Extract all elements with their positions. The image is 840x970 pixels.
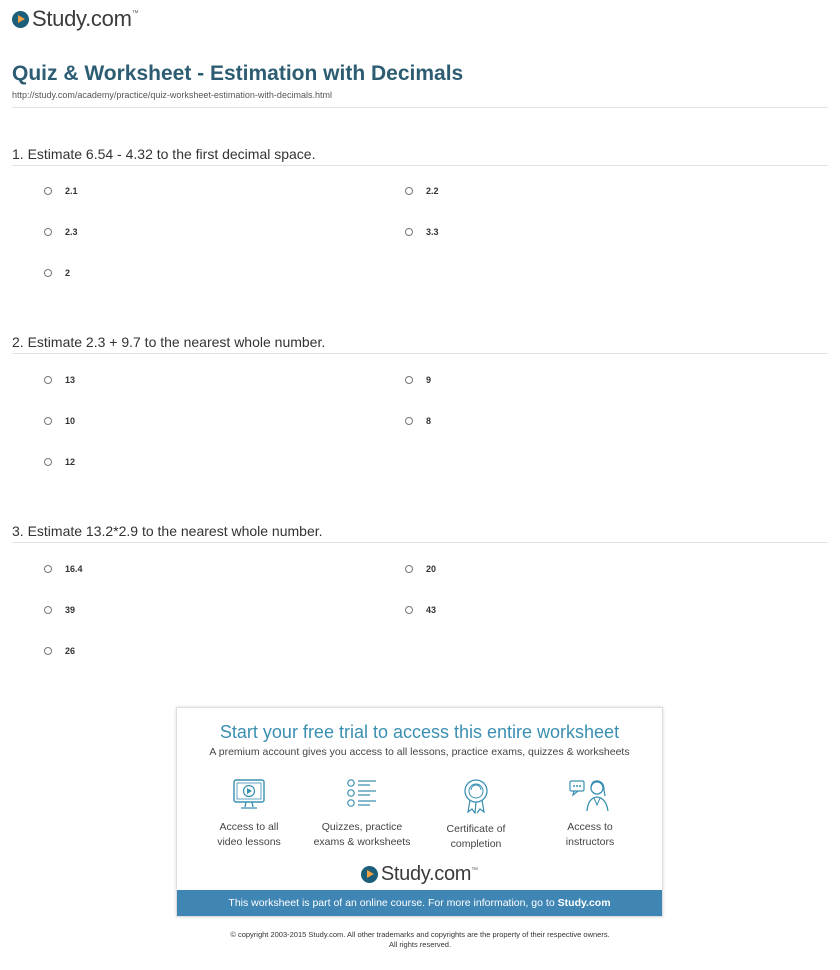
feature-certificate bbox=[421, 778, 531, 852]
option-label: 2.1 bbox=[65, 186, 78, 196]
course-info-bar bbox=[177, 890, 662, 916]
logo-trademark: ™ bbox=[471, 867, 479, 874]
radio-button[interactable] bbox=[405, 606, 413, 614]
feature-line: instructors bbox=[565, 836, 615, 848]
option-label: 16.4 bbox=[65, 564, 83, 574]
answer-option[interactable] bbox=[44, 227, 78, 237]
feature-video-lessons bbox=[194, 778, 304, 850]
divider bbox=[12, 165, 828, 166]
logo-text: Study.com bbox=[380, 863, 472, 885]
certificate-ribbon-icon bbox=[458, 778, 494, 814]
quiz-list-icon bbox=[344, 778, 380, 812]
answer-option[interactable] bbox=[405, 375, 431, 385]
play-logo-icon bbox=[361, 866, 378, 883]
free-trial-promo bbox=[176, 707, 663, 917]
option-label: 10 bbox=[65, 416, 76, 426]
radio-button[interactable] bbox=[44, 606, 52, 614]
radio-button[interactable] bbox=[405, 228, 413, 236]
feature-quizzes bbox=[307, 778, 417, 850]
copyright-footer bbox=[0, 930, 840, 950]
radio-button[interactable] bbox=[44, 376, 52, 384]
feature-line: Access to all bbox=[219, 821, 279, 833]
logo-trademark: ™ bbox=[131, 10, 139, 17]
option-label: 43 bbox=[426, 605, 437, 615]
feature-line: video lessons bbox=[217, 836, 281, 848]
option-label: 9 bbox=[426, 375, 432, 385]
promo-studycom-logo[interactable] bbox=[177, 863, 662, 886]
copyright-line: © copyright 2003-2015 Study.com. All other trademarks and copyrights are the property of their respective owners. bbox=[230, 930, 610, 939]
answer-option[interactable] bbox=[44, 375, 75, 385]
answer-option[interactable] bbox=[405, 564, 436, 574]
instructor-icon bbox=[568, 778, 612, 812]
divider bbox=[12, 542, 828, 543]
option-label: 2 bbox=[65, 268, 71, 278]
course-info-link[interactable]: Study.com bbox=[557, 897, 611, 909]
answer-option[interactable] bbox=[44, 564, 83, 574]
copyright-line: All rights reserved. bbox=[388, 940, 452, 949]
answer-option[interactable] bbox=[405, 186, 439, 196]
answer-option[interactable] bbox=[405, 227, 439, 237]
answer-option[interactable] bbox=[44, 186, 78, 196]
answer-option[interactable] bbox=[405, 605, 436, 615]
answer-option[interactable] bbox=[44, 416, 75, 426]
studycom-logo[interactable] bbox=[12, 6, 139, 32]
radio-button[interactable] bbox=[44, 647, 52, 655]
radio-button[interactable] bbox=[44, 417, 52, 425]
radio-button[interactable] bbox=[405, 565, 413, 573]
page-title: Quiz & Worksheet - Estimation with Decimals bbox=[12, 62, 464, 85]
answer-option[interactable] bbox=[44, 646, 75, 656]
answer-option[interactable] bbox=[44, 605, 75, 615]
divider bbox=[12, 107, 828, 108]
radio-button[interactable] bbox=[405, 417, 413, 425]
radio-button[interactable] bbox=[405, 187, 413, 195]
logo-text: Study.com bbox=[32, 6, 132, 31]
feature-line: Certificate of bbox=[446, 823, 506, 835]
divider bbox=[12, 353, 828, 354]
radio-button[interactable] bbox=[44, 565, 52, 573]
answer-option[interactable] bbox=[44, 268, 70, 278]
option-label: 26 bbox=[65, 646, 76, 656]
answer-option[interactable] bbox=[44, 457, 75, 467]
video-lesson-icon bbox=[231, 778, 267, 812]
option-label: 2.2 bbox=[426, 186, 439, 196]
feature-instructors bbox=[535, 778, 645, 850]
play-logo-icon bbox=[12, 11, 29, 28]
option-label: 3.3 bbox=[426, 227, 439, 237]
feature-line: Quizzes, practice bbox=[321, 821, 403, 833]
radio-button[interactable] bbox=[44, 269, 52, 277]
radio-button[interactable] bbox=[44, 458, 52, 466]
feature-line: completion bbox=[450, 838, 502, 850]
answer-option[interactable] bbox=[405, 416, 431, 426]
promo-subtitle: A premium account gives you access to all lessons, practice exams, quizzes & worksheets bbox=[209, 746, 630, 758]
page-url: http://study.com/academy/practice/quiz-worksheet-estimation-with-decimals.html bbox=[12, 90, 332, 100]
feature-line: exams & worksheets bbox=[313, 836, 411, 848]
question-3: 3. Estimate 13.2*2.9 to the nearest whole number. bbox=[12, 523, 323, 539]
option-label: 8 bbox=[426, 416, 432, 426]
promo-title[interactable]: Start your free trial to access this entire worksheet bbox=[219, 722, 620, 742]
option-label: 2.3 bbox=[65, 227, 78, 237]
option-label: 39 bbox=[65, 605, 76, 615]
option-label: 13 bbox=[65, 375, 76, 385]
question-1: 1. Estimate 6.54 - 4.32 to the first decimal space. bbox=[12, 146, 316, 162]
option-label: 20 bbox=[426, 564, 437, 574]
course-info-text: This worksheet is part of an online course. For more information, go to bbox=[228, 897, 555, 909]
question-2: 2. Estimate 2.3 + 9.7 to the nearest whole number. bbox=[12, 334, 326, 350]
feature-line: Access to bbox=[567, 821, 613, 833]
radio-button[interactable] bbox=[405, 376, 413, 384]
option-label: 12 bbox=[65, 457, 76, 467]
radio-button[interactable] bbox=[44, 228, 52, 236]
radio-button[interactable] bbox=[44, 187, 52, 195]
